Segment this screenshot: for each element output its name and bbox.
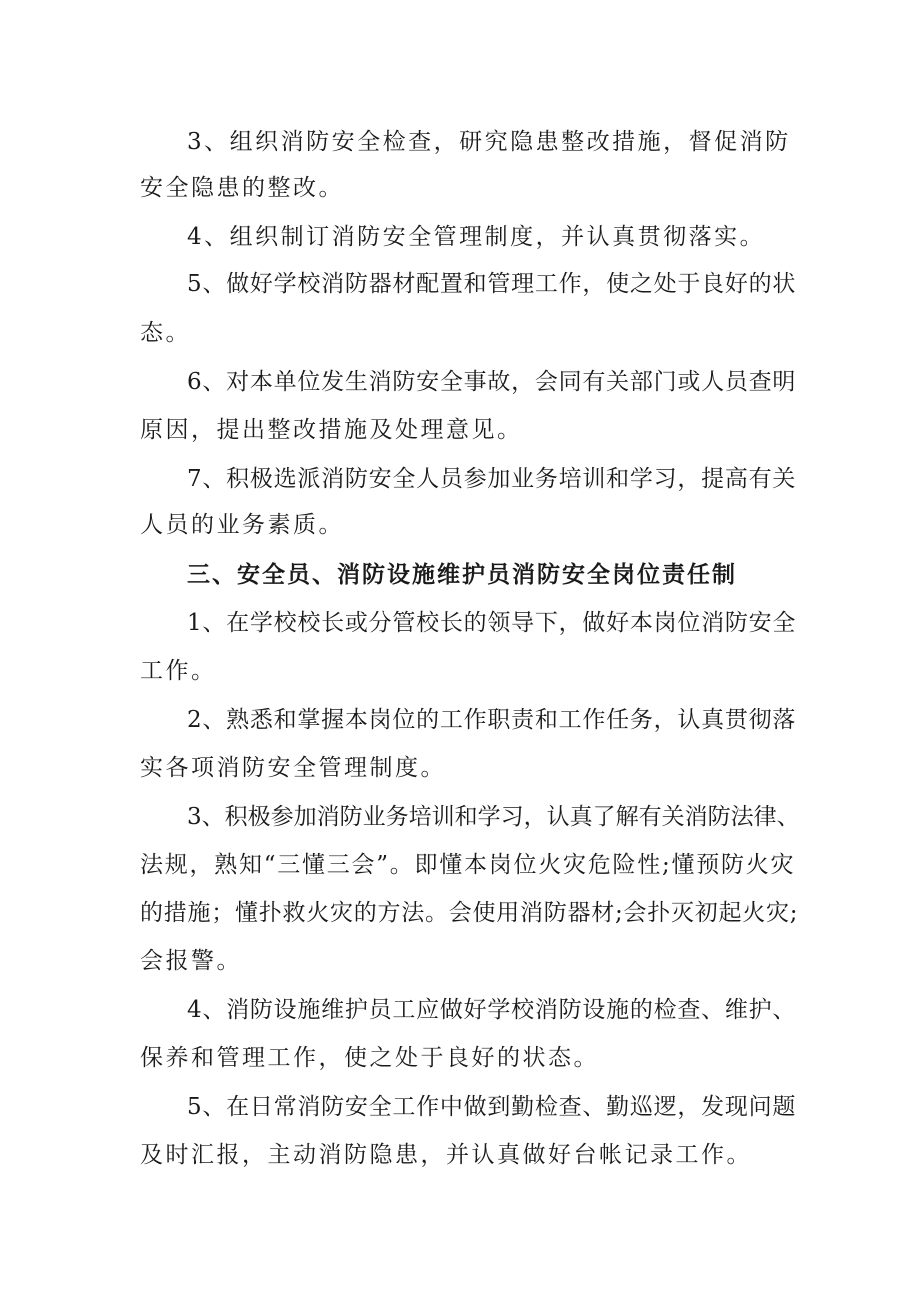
s3-item-1-line-1: 1、在学校校长或分管校长的领导下，做好本岗位消防安全	[187, 610, 797, 636]
item-3-line-1: 3、组织消防安全检查，研究隐患整改措施，督促消防	[187, 129, 791, 155]
s3-item-3-line-1: 3、积极参加消防业务培训和学习，认真了解有关消防法律、	[187, 804, 800, 830]
s3-item-4-line-2: 保养和管理工作，使之处于良好的状态。	[140, 1045, 599, 1071]
item-5-line-1: 5、做好学校消防器材配置和管理工作，使之处于良好的状	[187, 271, 797, 297]
s3-item-5-line-2: 及时汇报，主动消防隐患，并认真做好台帐记录工作。	[140, 1142, 752, 1168]
s3-item-3-line-2: 法规，熟知“三懂三会”。即懂本岗位火灾危险性;懂预防火灾	[140, 852, 796, 878]
item-7-line-1: 7、积极选派消防安全人员参加业务培训和学习，提高有关	[187, 466, 797, 492]
item-4-line-1: 4、组织制订消防安全管理制度，并认真贯彻落实。	[187, 224, 766, 250]
s3-item-1-line-2: 工作。	[140, 658, 217, 684]
s3-item-3-line-3: 的措施；懂扑救火灾的方法。会使用消防器材;会扑灭初起火灾;	[140, 900, 799, 926]
item-6-line-2: 原因，提出整改措施及处理意见。	[140, 417, 523, 443]
s3-item-4-line-1: 4、消防设施维护员工应做好学校消防设施的检查、维护、	[187, 997, 797, 1023]
section-3-heading: 三、安全员、消防设施维护员消防安全岗位责任制	[187, 562, 737, 588]
s3-item-5-line-1: 5、在日常消防安全工作中做到勤检查、勤巡逻，发现问题	[187, 1094, 797, 1120]
s3-item-3-line-4: 会报警。	[140, 948, 242, 974]
s3-item-2-line-2: 实各项消防安全管理制度。	[140, 755, 446, 781]
s3-item-2-line-1: 2、熟悉和掌握本岗位的工作职责和工作任务，认真贯彻落	[187, 707, 797, 733]
item-5-line-2: 态。	[140, 320, 191, 346]
item-3-line-2: 安全隐患的整改。	[140, 175, 344, 201]
item-6-line-1: 6、对本单位发生消防安全事故，会同有关部门或人员查明	[187, 369, 797, 395]
item-7-line-2: 人员的业务素质。	[140, 512, 344, 538]
